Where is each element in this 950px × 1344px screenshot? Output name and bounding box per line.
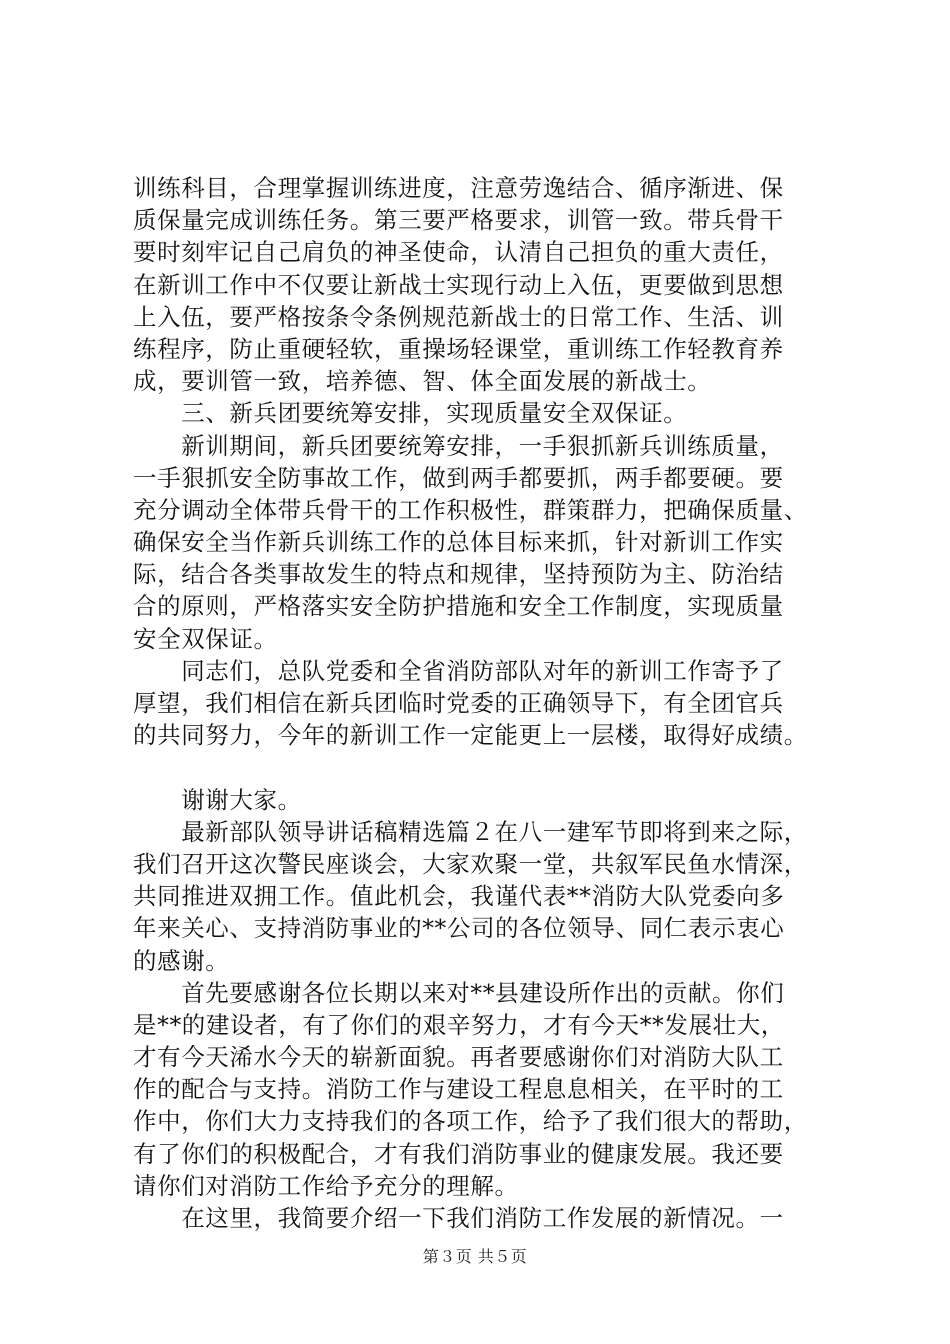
section-heading: 三、新兵团要统筹安排，实现质量安全双保证。 <box>133 399 688 428</box>
text-line: 作的配合与支持。消防工作与建设工程息息相关，在平时的工 <box>133 1075 784 1104</box>
text-line: 才有今天浠水今天的崭新面貌。再者要感谢你们对消防大队工 <box>133 1043 784 1072</box>
text-line: 练程序，防止重硬轻软，重操场轻课堂，重训练工作轻教育养 <box>133 334 784 363</box>
text-line: 年来关心、支持消防事业的**公司的各位领导、同仁表示衷心 <box>133 914 785 943</box>
text-line: 确保安全当作新兵训练工作的总体目标来抓，针对新训工作实 <box>133 528 784 557</box>
text-line: 共同推进双拥工作。值此机会，我谨代表**消防大队党委向多 <box>133 882 785 911</box>
text-line: 质保量完成训练任务。第三要严格要求，训管一致。带兵骨干 <box>133 206 784 235</box>
text-line: 安全双保证。 <box>133 624 278 653</box>
text-line: 的共同努力，今年的新训工作一定能更上一层楼，取得好成绩。 <box>133 721 808 750</box>
text-line: 谢谢大家。 <box>133 785 302 814</box>
text-line: 充分调动全体带兵骨干的工作积极性，群策群力，把确保质量、 <box>133 495 808 524</box>
text-line: 在新训工作中不仅要让新战士实现行动上入伍，更要做到思想 <box>133 270 784 299</box>
text-line: 上入伍，要严格按条令条例规范新战士的日常工作、生活、训 <box>133 302 784 331</box>
text-line: 最新部队领导讲话稿精选篇２在八一建军节即将到来之际， <box>133 817 808 846</box>
text-line: 作中，你们大力支持我们的各项工作，给予了我们很大的帮助， <box>133 1107 808 1136</box>
text-line: 首先要感谢各位长期以来对**县建设所作出的贡献。你们 <box>133 978 785 1007</box>
document-body <box>133 172 833 1234</box>
blank-line <box>133 751 833 783</box>
text-line: 合的原则，严格落实安全防护措施和安全工作制度，实现质量 <box>133 592 784 621</box>
page-number-footer: 第３页 共５页 <box>422 1247 528 1266</box>
text-line: 训练科目，合理掌握训练进度，注意劳逸结合、循序渐进、保 <box>133 174 784 202</box>
text-line: 成，要训管一致，培养德、智、体全面发展的新战士。 <box>133 367 712 396</box>
text-line: 新训期间，新兵团要统筹安排，一手狠抓新兵训练质量， <box>133 431 784 460</box>
text-line: 请你们对消防工作给予充分的理解。 <box>133 1171 519 1200</box>
text-line: 的感谢。 <box>133 946 230 975</box>
text-line: 在这里，我简要介绍一下我们消防工作发展的新情况。一 <box>133 1204 784 1232</box>
text-line: 有了你们的积极配合，才有我们消防事业的健康发展。我还要 <box>133 1139 784 1168</box>
text-line: 是**的建设者，有了你们的艰辛努力，才有今天**发展壮大， <box>133 1010 785 1039</box>
text-line: 一手狠抓安全防事故工作，做到两手都要抓，两手都要硬。要 <box>133 463 784 492</box>
text-line: 同志们，总队党委和全省消防部队对年的新训工作寄予了 <box>133 656 784 685</box>
text-line: 要时刻牢记自己肩负的神圣使命，认清自己担负的重大责任， <box>133 238 784 267</box>
text-line: 际，结合各类事故发生的特点和规律，坚持预防为主、防治结 <box>133 560 784 589</box>
text-line: 厚望，我们相信在新兵团临时党委的正确领导下，有全团官兵 <box>133 689 784 717</box>
text-line: 我们召开这次警民座谈会，大家欢聚一堂，共叙军民鱼水情深， <box>133 849 808 878</box>
